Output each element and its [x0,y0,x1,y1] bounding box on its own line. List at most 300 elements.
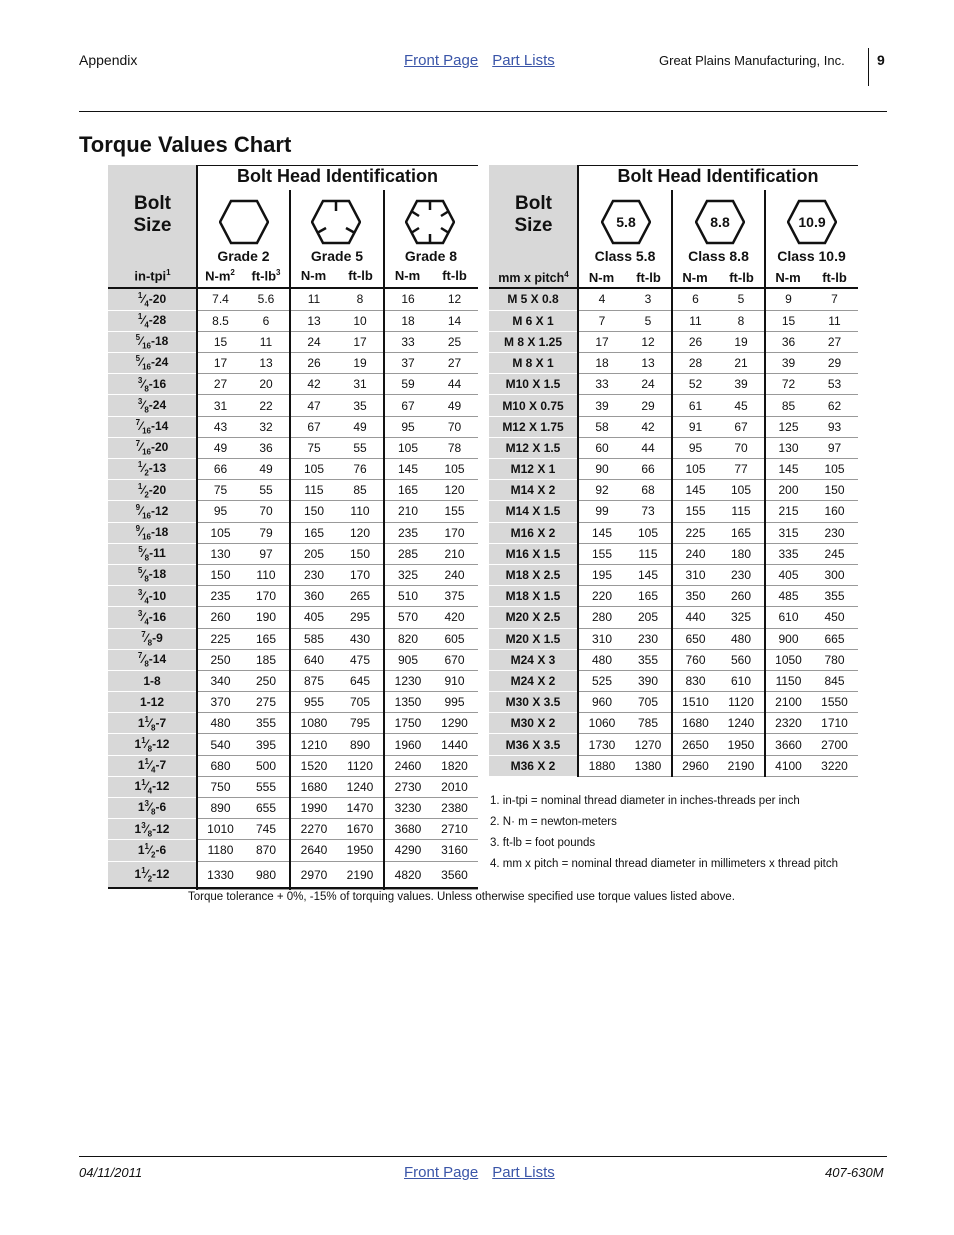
torque-value: 39 [578,395,625,416]
table-row [489,692,858,713]
class88-hex-icon [695,199,745,245]
torque-value: 47 [290,395,337,416]
torque-value: 7.4 [197,289,243,310]
torque-value: 220 [578,586,625,607]
torque-value: 820 [384,628,431,649]
fraction-slash: ⁄ [142,588,145,603]
table-row [108,353,478,374]
torque-value: 475 [337,649,384,670]
torque-value: 37 [384,353,431,374]
torque-value: 44 [625,437,672,458]
footnote-2: 2. N· m = newton-meters [490,816,617,828]
torque-value: 150 [811,480,858,501]
size-numerator: 3 [137,396,143,406]
torque-value: 22 [243,395,290,416]
torque-value: 2710 [431,819,478,840]
torque-value: 72 [765,374,811,395]
torque-value: 68 [625,480,672,501]
torque-value: 13 [243,353,290,374]
footnote-3: 3. ft-lb = foot pounds [490,837,596,849]
torque-value: 875 [290,670,337,691]
torque-value: 29 [811,353,858,374]
torque-value: 390 [625,670,672,691]
table-row [108,289,478,310]
size-numerator: 7 [141,629,146,639]
size-whole: 1 [137,842,145,857]
torque-value: 2730 [384,776,431,797]
torque-value: 165 [290,522,337,543]
torque-value: 4290 [384,840,431,861]
torque-value: 510 [384,586,431,607]
torque-value: 115 [625,543,672,564]
size-whole: 1 [137,800,145,815]
torque-value: 1950 [718,734,765,755]
size-fraction [137,312,149,330]
torque-value: 785 [625,713,672,734]
torque-value: 53 [811,374,858,395]
size-numerator: 3 [137,608,143,618]
torque-value: 420 [431,607,478,628]
table-row [489,713,858,734]
torque-value: 655 [243,798,290,819]
torque-value: 280 [578,607,625,628]
torque-value: 7 [578,310,625,331]
torque-value: 485 [765,586,811,607]
table-row [489,289,858,310]
size-numerator: 7 [135,418,141,428]
size-denominator: 4 [144,595,149,605]
size-whole: 1-12 [139,695,165,710]
front-page-link[interactable]: Front Page [404,52,479,69]
footer-front-page-link[interactable]: Front Page [404,1164,479,1181]
bolt-size-cell: M18 X 2.5 [489,564,578,585]
table-row [108,586,478,607]
bolt-size-cell: M12 X 1.75 [489,416,578,437]
torque-value: 1050 [765,649,811,670]
footnote-4: 4. mm x pitch = nominal thread diameter in millimeters x thread pitch [490,858,839,870]
torque-value: 21 [718,353,765,374]
torque-value: 225 [672,522,718,543]
bolt-size-cell: M16 X 1.5 [489,543,578,564]
torque-value: 1820 [431,755,478,776]
size-denominator: 8 [144,384,149,394]
footer-nav [404,1164,569,1181]
size-denominator: 2 [144,489,149,499]
torque-value: 66 [197,459,243,480]
table-row [489,522,858,543]
torque-value: 6 [672,289,718,310]
torque-value: 3160 [431,840,478,861]
size-numerator: 1 [137,460,143,470]
bolt-size-cell [108,819,197,840]
size-denominator: 16 [142,341,152,351]
torque-value: 610 [765,607,811,628]
torque-value: 215 [765,501,811,522]
torque-value: 450 [811,607,858,628]
torque-value: 18 [384,310,431,331]
bolt-size-cell: M30 X 3.5 [489,692,578,713]
size-denominator: 4 [144,299,149,309]
fraction-slash: ⁄ [142,482,145,497]
torque-value: 42 [290,374,337,395]
torque-value: 145 [384,459,431,480]
torque-value: 170 [337,564,384,585]
bolt-size-cell [108,734,197,755]
torque-value: 360 [290,586,337,607]
torque-value: 1710 [811,713,858,734]
size-numerator: 1 [137,481,143,491]
fraction-slash: ⁄ [140,419,143,434]
torque-value: 645 [337,670,384,691]
part-lists-link[interactable]: Part Lists [492,52,555,69]
class58-label: Class 5.8 [594,248,656,264]
torque-value: 260 [718,586,765,607]
size-denominator: 8 [144,405,149,415]
torque-value: 165 [384,480,431,501]
class58-hex-icon [601,199,651,245]
torque-value: 93 [811,416,858,437]
fraction-slash: ⁄ [142,652,145,667]
fraction-slash: ⁄ [142,609,145,624]
torque-value: 60 [578,437,625,458]
torque-value: 95 [672,437,718,458]
torque-value: 105 [672,459,718,480]
right-bhi-label: Bolt Head Identification [617,166,819,186]
torque-value: 285 [384,543,431,564]
bolt-size-cell: M14 X 2 [489,480,578,501]
torque-value: 15 [765,310,811,331]
torque-value: 1440 [431,734,478,755]
torque-value: 245 [811,543,858,564]
right-bolt-size-label: Bolt Size [514,193,553,236]
torque-value: 1550 [811,692,858,713]
table-row [108,543,478,564]
torque-value: 310 [672,564,718,585]
torque-value: 110 [243,564,290,585]
torque-value: 67 [718,416,765,437]
size-denominator: 4 [151,765,156,775]
torque-value: 195 [578,564,625,585]
torque-value: 145 [765,459,811,480]
bolt-size-cell: M24 X 3 [489,649,578,670]
size-numerator: 3 [141,820,146,830]
bolt-size-cell: M12 X 1.5 [489,437,578,458]
torque-value: 24 [290,331,337,352]
table-row [489,543,858,564]
torque-value: 1060 [578,713,625,734]
torque-value: 97 [243,543,290,564]
bolt-size-cell [108,628,197,649]
torque-value: 91 [672,416,718,437]
size-fraction [137,608,149,627]
size-numerator: 1 [144,841,149,851]
size-threads: -18 [148,567,167,582]
torque-value: 95 [197,501,243,522]
size-fraction [144,841,156,860]
table-row [108,649,478,670]
torque-value: 830 [672,670,718,691]
torque-value: 16 [384,289,431,310]
table-row [108,416,478,437]
size-fraction [135,418,152,436]
torque-value: 1230 [384,670,431,691]
size-numerator: 1 [137,312,143,322]
section-label: Appendix [79,52,138,68]
table-row [108,310,478,331]
torque-value: 130 [765,437,811,458]
torque-value: 19 [718,331,765,352]
table-row [489,331,858,352]
table-row [489,416,858,437]
torque-value: 1240 [337,776,384,797]
page-title: Torque Values Chart [79,132,292,157]
size-numerator: 3 [137,375,143,385]
torque-value: 275 [243,692,290,713]
torque-value: 7 [811,289,858,310]
torque-value: 145 [672,480,718,501]
torque-value: 890 [197,798,243,819]
table-row [108,840,478,861]
table-row [489,501,858,522]
torque-value: 55 [337,437,384,458]
torque-value: 780 [811,649,858,670]
torque-value: 28 [672,353,718,374]
torque-value: 540 [197,734,243,755]
torque-value: 225 [197,628,243,649]
torque-value: 705 [337,692,384,713]
torque-value: 110 [337,501,384,522]
torque-value: 1120 [337,755,384,776]
footer-rule [79,1156,887,1157]
size-fraction [144,799,156,817]
left-data-table [108,289,478,890]
bolt-size-cell [108,861,197,889]
fraction-slash: ⁄ [145,630,148,645]
torque-value: 17 [578,331,625,352]
class88-mark: 8.8 [710,214,730,230]
torque-value: 150 [197,564,243,585]
torque-value: 67 [384,395,431,416]
size-fraction [137,396,149,415]
table-row [108,734,478,755]
torque-value: 230 [811,522,858,543]
size-fraction [141,822,152,836]
torque-value: 570 [384,607,431,628]
torque-value: 70 [243,501,290,522]
torque-value: 1730 [578,734,625,755]
bolt-size-cell: M 8 X 1.25 [489,331,578,352]
bolt-size-cell [108,670,197,691]
size-numerator: 3 [144,799,149,809]
size-denominator: 16 [142,511,152,521]
table-row [108,459,478,480]
bolt-size-cell [108,331,197,352]
size-threads: -13 [148,461,167,476]
torque-value: 31 [337,374,384,395]
right-data-table [489,289,858,777]
torque-value: 240 [672,543,718,564]
torque-value: 395 [243,734,290,755]
bolt-size-cell [108,437,197,458]
table-row [489,353,858,374]
fraction-slash: ⁄ [142,313,145,328]
torque-value: 55 [243,480,290,501]
fraction-slash: ⁄ [140,355,143,370]
torque-value: 610 [718,670,765,691]
torque-value: 4 [578,289,625,310]
table-row [489,586,858,607]
table-row [489,755,858,776]
bolt-size-cell: M18 X 1.5 [489,586,578,607]
size-threads: -18 [151,524,169,539]
size-denominator: 8 [147,828,153,838]
torque-value: 115 [290,480,337,501]
header-nav [404,52,569,69]
bolt-size-cell: M36 X 3.5 [489,734,578,755]
torque-value: 1750 [384,713,431,734]
bolt-size-cell [108,310,197,331]
torque-value: 14 [431,310,478,331]
torque-value: 560 [718,649,765,670]
torque-value: 9 [765,289,811,310]
torque-value: 39 [765,353,811,374]
torque-value: 2190 [718,755,765,776]
torque-value: 680 [197,755,243,776]
fraction-slash: ⁄ [145,821,148,836]
torque-value: 150 [290,501,337,522]
torque-value: 150 [337,543,384,564]
torque-value: 13 [625,353,672,374]
table-row [489,628,858,649]
torque-value: 170 [243,586,290,607]
torque-value: 78 [431,437,478,458]
size-denominator: 16 [142,447,152,457]
torque-value: 1240 [718,713,765,734]
torque-value: 61 [672,395,718,416]
fraction-slash: ⁄ [142,397,145,412]
torque-value: 15 [197,331,243,352]
table-row [489,310,858,331]
torque-value: 1120 [718,692,765,713]
size-whole: 1 [137,758,145,773]
torque-value: 1330 [197,861,243,889]
torque-value: 795 [337,713,384,734]
size-threads: -14 [151,419,169,434]
torque-value: 750 [197,776,243,797]
size-fraction [137,460,149,478]
bolt-size-cell [108,416,197,437]
torque-value: 1180 [197,840,243,861]
size-denominator: 8 [147,638,153,648]
torque-value: 105 [431,459,478,480]
torque-value: 155 [431,501,478,522]
torque-value: 26 [290,353,337,374]
bolt-size-cell [108,289,197,310]
torque-value: 49 [337,416,384,437]
torque-value: 265 [337,586,384,607]
table-row [108,776,478,797]
torque-value: 115 [718,501,765,522]
grade2-label: Grade 2 [217,248,270,264]
torque-value: 11 [672,310,718,331]
torque-value: 36 [243,437,290,458]
torque-value: 130 [197,543,243,564]
torque-value: 705 [625,692,672,713]
size-whole: 1 [134,821,142,836]
fraction-slash: ⁄ [140,334,143,349]
torque-value: 52 [672,374,718,395]
size-threads: -10 [148,588,167,603]
torque-value: 33 [384,331,431,352]
torque-value: 19 [337,353,384,374]
size-threads: -18 [151,334,169,349]
table-row [489,459,858,480]
size-denominator: 4 [147,786,153,796]
torque-value: 1960 [384,734,431,755]
torque-value: 11 [290,289,337,310]
table-row [489,734,858,755]
size-threads: -9 [152,630,163,645]
torque-value: 79 [243,522,290,543]
size-fraction [135,439,152,457]
torque-value: 8 [718,310,765,331]
bolt-size-cell [108,713,197,734]
table-row [108,522,478,543]
bolt-size-cell [108,480,197,501]
torque-value: 480 [197,713,243,734]
size-threads: -20 [148,482,167,497]
size-fraction [137,375,149,394]
size-numerator: 9 [135,502,141,512]
torque-value: 980 [243,861,290,889]
bolt-size-cell: M14 X 1.5 [489,501,578,522]
torque-value: 4100 [765,755,811,776]
fraction-slash: ⁄ [142,567,145,582]
unit-c88-ftlb: ft-lb [729,270,754,285]
bolt-size-cell [108,798,197,819]
torque-value: 375 [431,586,478,607]
size-denominator: 2 [151,850,156,860]
torque-value: 29 [625,395,672,416]
fraction-slash: ⁄ [142,546,145,561]
torque-value: 340 [197,670,243,691]
torque-value: 92 [578,480,625,501]
torque-value: 160 [811,501,858,522]
footer-part-lists-link[interactable]: Part Lists [492,1164,555,1181]
size-denominator: 16 [142,532,152,542]
torque-value: 73 [625,501,672,522]
size-threads: -12 [151,503,169,518]
fraction-slash: ⁄ [140,440,143,455]
table-row [108,331,478,352]
torque-value: 45 [718,395,765,416]
size-denominator: 8 [147,744,153,754]
unit-c109-ftlb: ft-lb [822,270,847,285]
table-row [108,607,478,628]
torque-value: 155 [578,543,625,564]
torque-value: 870 [243,840,290,861]
bolt-size-cell [108,374,197,395]
torque-value: 665 [811,628,858,649]
size-numerator: 1 [144,757,149,767]
torque-value: 12 [431,289,478,310]
size-numerator: 5 [138,545,143,555]
table-row [489,649,858,670]
size-numerator: 3 [137,587,143,597]
torque-value: 3560 [431,861,478,889]
footnotes [490,794,850,878]
torque-value: 325 [384,564,431,585]
